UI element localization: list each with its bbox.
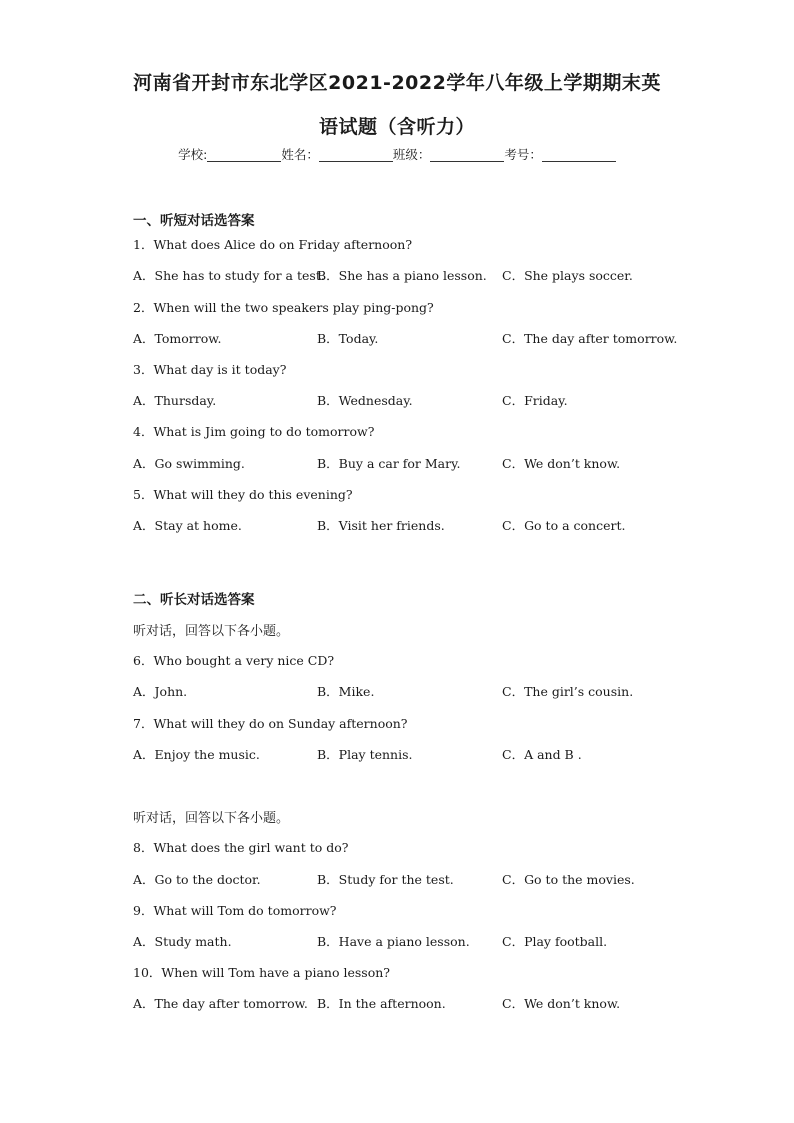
name-blank: [319, 147, 393, 162]
question-4: 4．What is Jim going to do tomorrow?: [133, 424, 375, 439]
question-9: 9．What will Tom do tomorrow?: [133, 903, 337, 918]
option-b: B．Mike.: [317, 684, 375, 699]
question-5: 5．What will they do this evening?: [133, 487, 353, 502]
instruction-group-2: 听对话，回答以下各小题。: [133, 811, 290, 826]
option-b: B．Visit her friends.: [317, 518, 445, 533]
option-b: B．Have a piano lesson.: [317, 934, 470, 949]
option-a: A．Stay at home.: [133, 518, 242, 533]
option-a: A．Enjoy the music.: [133, 747, 260, 762]
exam-no-blank: [542, 147, 616, 162]
class-label: 班级：: [392, 147, 431, 162]
option-c: C．Friday.: [502, 393, 568, 408]
page-title-line1: 河南省开封市东北学区2021-2022学年八年级上学期期末英: [133, 72, 661, 94]
section-1-title: 一、听短对话选答案: [133, 213, 255, 229]
option-c: C．We don’t know.: [502, 456, 621, 471]
option-c: C．Go to a concert.: [502, 518, 626, 533]
instruction-group-1: 听对话，回答以下各小题。: [133, 624, 290, 639]
page-title-line2: 语试题（含听力）: [318, 116, 475, 138]
section-2-title: 二、听长对话选答案: [133, 592, 255, 608]
option-c: C．She plays soccer.: [502, 268, 633, 283]
question-7: 7．What will they do on Sunday afternoon?: [133, 716, 408, 731]
question-8: 8．What does the girl want to do?: [133, 840, 349, 855]
option-b: B．In the afternoon.: [317, 996, 446, 1011]
option-b: B．Study for the test.: [317, 872, 454, 887]
option-b: B．She has a piano lesson.: [317, 268, 487, 283]
option-a: A．Tomorrow.: [133, 331, 222, 346]
option-b: B．Buy a car for Mary.: [317, 456, 461, 471]
option-c: C．The girl’s cousin.: [502, 684, 634, 699]
question-6: 6．Who bought a very nice CD?: [133, 653, 335, 668]
option-a: A．John.: [133, 684, 188, 699]
question-10: 10．When will Tom have a piano lesson?: [133, 965, 390, 980]
option-c: C．Play football.: [502, 934, 608, 949]
option-c: C．We don’t know.: [502, 996, 621, 1011]
class-blank: [430, 147, 504, 162]
school-label: 学校:: [178, 147, 208, 162]
question-1: 1．What does Alice do on Friday afternoon?: [133, 237, 413, 252]
option-a: A．Go swimming.: [133, 456, 245, 471]
option-c: C．Go to the movies.: [502, 872, 635, 887]
option-b: B．Today.: [317, 331, 379, 346]
option-c: C．The day after tomorrow.: [502, 331, 678, 346]
option-a: A．The day after tomorrow.: [133, 996, 308, 1011]
option-b: B．Play tennis.: [317, 747, 413, 762]
exam-no-label: 考号：: [504, 147, 542, 162]
option-a: A．She has to study for a test.: [133, 268, 325, 283]
option-c: C．A and B .: [502, 747, 582, 762]
student-info-row: [0, 145, 794, 163]
option-a: A．Study math.: [133, 934, 232, 949]
option-b: B．Wednesday.: [317, 393, 413, 408]
question-3: 3．What day is it today?: [133, 362, 287, 377]
question-2: 2．When will the two speakers play ping-pong?: [133, 300, 434, 315]
school-blank: [207, 147, 281, 162]
name-label: 姓名：: [281, 147, 319, 162]
option-a: A．Thursday.: [133, 393, 217, 408]
option-a: A．Go to the doctor.: [133, 872, 261, 887]
